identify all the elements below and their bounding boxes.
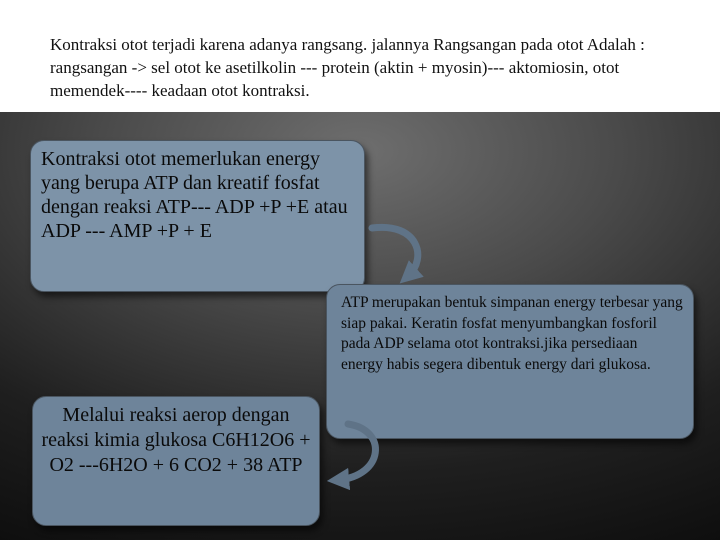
curved-arrow-1-icon xyxy=(372,227,418,276)
atp-requirement-text: Kontraksi otot memerlukan energy yang berupa ATP dan kreatif fosfat dengan reaksi ATP--- ADP +P +E atau ADP --- AMP +P + E xyxy=(41,148,348,242)
atp-storage-box xyxy=(326,284,694,439)
atp-storage-text: ATP merupakan bentuk simpanan energy terbesar yang siap pakai. Keratin fosfat menyumbangkan fosforil pada ADP selama otot kontraksi.jika persediaan energy habis segera dibentuk energy dari glukosa. xyxy=(341,294,683,373)
intro-text-panel xyxy=(0,0,720,112)
aerobic-reaction-box xyxy=(32,396,320,526)
intro-paragraph: Kontraksi otot terjadi karena adanya rangsang. jalannya Rangsangan pada otot Adalah : rangsangan -> sel otot ke asetilkolin --- protein (aktin + myosin)--- aktomiosin, otot memendek---- keadaan otot kontraksi. xyxy=(50,35,645,100)
atp-requirement-box xyxy=(30,140,365,292)
aerobic-reaction-text: Melalui reaksi aerop dengan reaksi kimia glukosa C6H12O6 + O2 ---6H2O + 6 CO2 + 38 ATP xyxy=(41,404,311,476)
